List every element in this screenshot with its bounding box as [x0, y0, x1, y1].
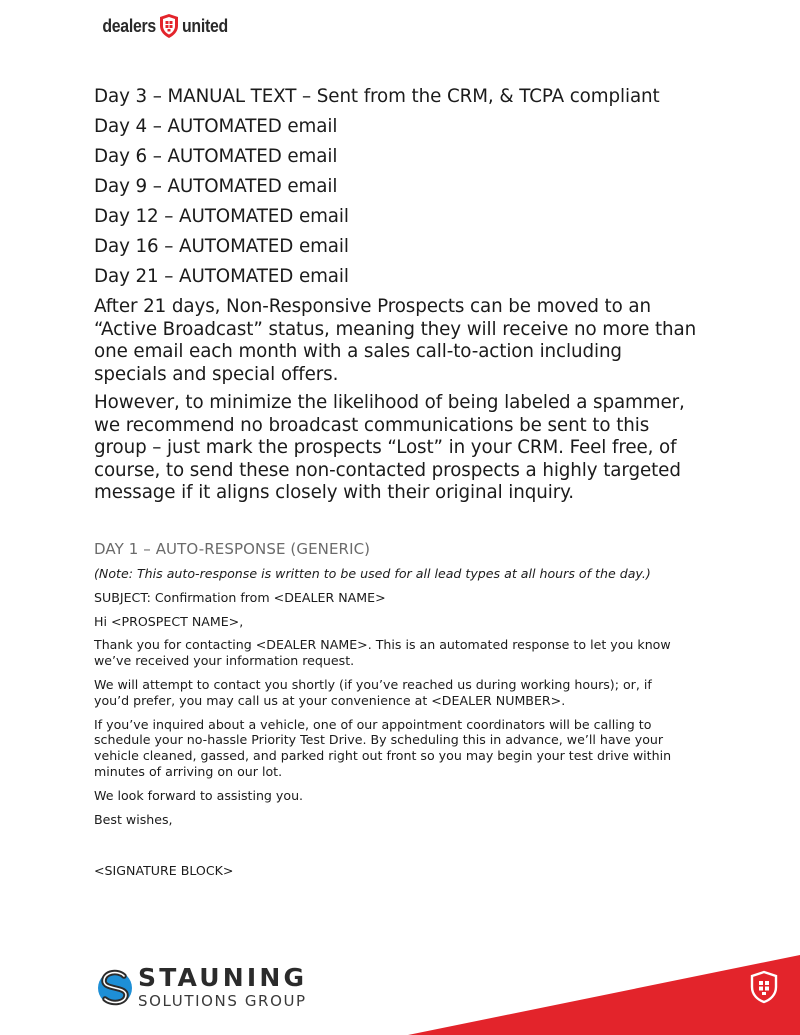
- spam-paragraph: [94, 392, 734, 505]
- paragraph-line: we’ve received your information request.: [94, 653, 355, 669]
- auto-response-template: [94, 566, 714, 887]
- day-item: Day 9 – AUTOMATED email: [94, 175, 338, 197]
- stauning-logo: [96, 964, 307, 1010]
- day-item: Day 6 – AUTOMATED email: [94, 145, 338, 167]
- brand-name: STAUNING: [138, 963, 308, 992]
- logo-word-united: united: [181, 15, 228, 36]
- day-item: Day 3 – MANUAL TEXT – Sent from the CRM, & TCPA compliant: [94, 85, 660, 107]
- paragraph-line: We will attempt to contact you shortly (if you’ve reached us during working hours); or, if: [94, 676, 652, 692]
- paragraph-line: message if it aligns closely with their original inquiry.: [94, 482, 574, 503]
- paragraph-line: However, to minimize the likelihood of being labeled a spammer,: [94, 392, 685, 413]
- note-text: (Note: This auto-response is written to be used for all lead types at all hours of the day.): [94, 566, 651, 581]
- day-item: Day 12 – AUTOMATED email: [94, 205, 349, 227]
- shield-logo-icon: [157, 13, 181, 39]
- brand-subtitle: SOLUTIONS GROUP: [138, 992, 307, 1010]
- body-paragraph: [94, 637, 714, 669]
- paragraph-line: minutes of arriving on our lot.: [94, 763, 283, 779]
- body-paragraph: [94, 677, 714, 709]
- schedule-list: [94, 82, 734, 511]
- day-item: Day 21 – AUTOMATED email: [94, 265, 349, 287]
- section-heading: DAY 1 – AUTO-RESPONSE (GENERIC): [94, 540, 371, 558]
- paragraph-line: vehicle cleaned, gassed, and parked right out front so you may begin your test drive within: [94, 748, 672, 764]
- footer-shield-icon: [749, 970, 779, 1004]
- paragraph-line: you’d prefer, you may call us at your convenience at <DEALER NUMBER>.: [94, 692, 566, 708]
- body-paragraph: [94, 717, 714, 780]
- greeting-line: Hi <PROSPECT NAME>,: [94, 613, 244, 629]
- signoff-line: Best wishes,: [94, 811, 173, 827]
- stauning-wordmark: [138, 964, 307, 1010]
- signature-block: <SIGNATURE BLOCK>: [94, 863, 234, 879]
- paragraph-line: we recommend no broadcast communications be sent to this: [94, 414, 650, 436]
- day-item: Day 16 – AUTOMATED email: [94, 235, 349, 257]
- logo-word-dealers: dealers: [102, 15, 156, 36]
- paragraph-line: schedule your no-hassle Priority Test Drive. By scheduling this in advance, we’ll have your: [94, 732, 664, 748]
- paragraph-line: If you’ve inquired about a vehicle, one of our appointment coordinators will be calling to: [94, 716, 652, 732]
- paragraph-line: one email each month with a sales call-to-action including: [94, 341, 622, 362]
- subject-line: SUBJECT: Confirmation from <DEALER NAME>: [94, 589, 386, 605]
- day-item: Day 4 – AUTOMATED email: [94, 115, 338, 137]
- closing-line: We look forward to assisting you.: [94, 787, 304, 803]
- paragraph-line: course, to send these non-contacted prospects a highly targeted: [94, 459, 681, 481]
- paragraph-line: “Active Broadcast” status, meaning they will receive no more than: [94, 318, 697, 340]
- paragraph-line: After 21 days, Non-Responsive Prospects can be moved to an: [94, 296, 651, 317]
- paragraph-line: group – just mark the prospects “Lost” in your CRM. Feel free, of: [94, 437, 677, 458]
- paragraph-line: specials and special offers.: [94, 363, 339, 385]
- dealers-united-logo: [95, 12, 234, 40]
- stauning-s-icon: [96, 964, 134, 1010]
- paragraph-line: Thank you for contacting <DEALER NAME>. This is an automated response to let you know: [94, 637, 671, 653]
- broadcast-paragraph: [94, 296, 734, 386]
